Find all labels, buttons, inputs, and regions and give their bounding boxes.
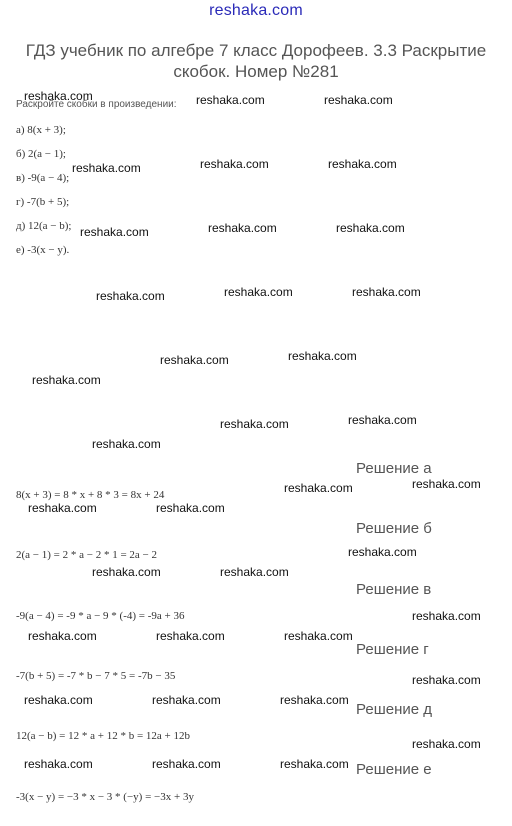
watermark: reshaka.com xyxy=(412,737,481,751)
solution-line-g: -7(b + 5) = -7 * b − 7 * 5 = -7b − 35 xyxy=(16,670,176,682)
site-logo[interactable]: reshaka.com xyxy=(209,2,303,19)
task-item-v: в) -9(a − 4); xyxy=(16,172,70,184)
solution-heading-a: Решение а xyxy=(356,460,432,477)
page-title: ГДЗ учебник по алгебре 7 класс Дорофеев. 3.3 Раскрытие скобок. Номер №281 xyxy=(25,41,487,81)
watermark: reshaka.com xyxy=(224,285,293,299)
watermark: reshaka.com xyxy=(288,349,357,363)
watermark: reshaka.com xyxy=(412,609,481,623)
watermark: reshaka.com xyxy=(196,93,265,107)
task-block xyxy=(16,99,316,267)
solution-line-d: 12(a − b) = 12 * a + 12 * b = 12a + 12b xyxy=(16,730,190,742)
task-item-e: е) -3(x − y). xyxy=(16,244,70,256)
watermark: reshaka.com xyxy=(160,353,229,367)
watermark: reshaka.com xyxy=(24,693,93,707)
watermark: reshaka.com xyxy=(412,477,481,491)
solution-heading-v: Решение в xyxy=(356,581,432,598)
watermark: reshaka.com xyxy=(220,565,289,579)
task-item-a: а) 8(x + 3); xyxy=(16,124,66,136)
watermark: reshaka.com xyxy=(24,757,93,771)
watermark: reshaka.com xyxy=(152,757,221,771)
watermark: reshaka.com xyxy=(348,413,417,427)
watermark: reshaka.com xyxy=(280,693,349,707)
watermark: reshaka.com xyxy=(220,417,289,431)
solution-line-e: -3(x − y) = −3 * x − 3 * (−y) = −3x + 3y xyxy=(16,791,194,803)
watermark: reshaka.com xyxy=(348,545,417,559)
watermark: reshaka.com xyxy=(28,501,97,515)
solution-line-v: -9(a − 4) = -9 * a − 9 * (-4) = -9a + 36 xyxy=(16,610,185,622)
solution-heading-e: Решение е xyxy=(356,761,432,778)
watermark: reshaka.com xyxy=(32,373,101,387)
watermark: reshaka.com xyxy=(412,673,481,687)
solution-line-b: 2(a − 1) = 2 * a − 2 * 1 = 2a − 2 xyxy=(16,549,157,561)
solution-line-a: 8(x + 3) = 8 * x + 8 * 3 = 8x + 24 xyxy=(16,489,165,501)
watermark: reshaka.com xyxy=(324,93,393,107)
watermark: reshaka.com xyxy=(96,289,165,303)
watermark: reshaka.com xyxy=(72,161,141,175)
watermark: reshaka.com xyxy=(284,629,353,643)
watermark: reshaka.com xyxy=(284,481,353,495)
watermark: reshaka.com xyxy=(24,89,93,103)
watermark: reshaka.com xyxy=(156,629,225,643)
task-item-b: б) 2(a − 1); xyxy=(16,148,66,160)
solution-heading-g: Решение г xyxy=(356,641,429,658)
watermark: reshaka.com xyxy=(336,221,405,235)
watermark: reshaka.com xyxy=(352,285,421,299)
watermark: reshaka.com xyxy=(28,629,97,643)
watermark: reshaka.com xyxy=(208,221,277,235)
task-item-d: д) 12(a − b); xyxy=(16,220,72,232)
solution-heading-b: Решение б xyxy=(356,520,432,537)
watermark: reshaka.com xyxy=(200,157,269,171)
watermark: reshaka.com xyxy=(92,437,161,451)
watermark: reshaka.com xyxy=(280,757,349,771)
task-prompt: Раскройте скобки в произведении: xyxy=(16,99,177,110)
watermark: reshaka.com xyxy=(328,157,397,171)
solution-heading-d: Решение д xyxy=(356,701,432,718)
watermark: reshaka.com xyxy=(92,565,161,579)
task-item-g: г) -7(b + 5); xyxy=(16,196,70,208)
watermark: reshaka.com xyxy=(156,501,225,515)
watermark: reshaka.com xyxy=(152,693,221,707)
watermark: reshaka.com xyxy=(80,225,149,239)
